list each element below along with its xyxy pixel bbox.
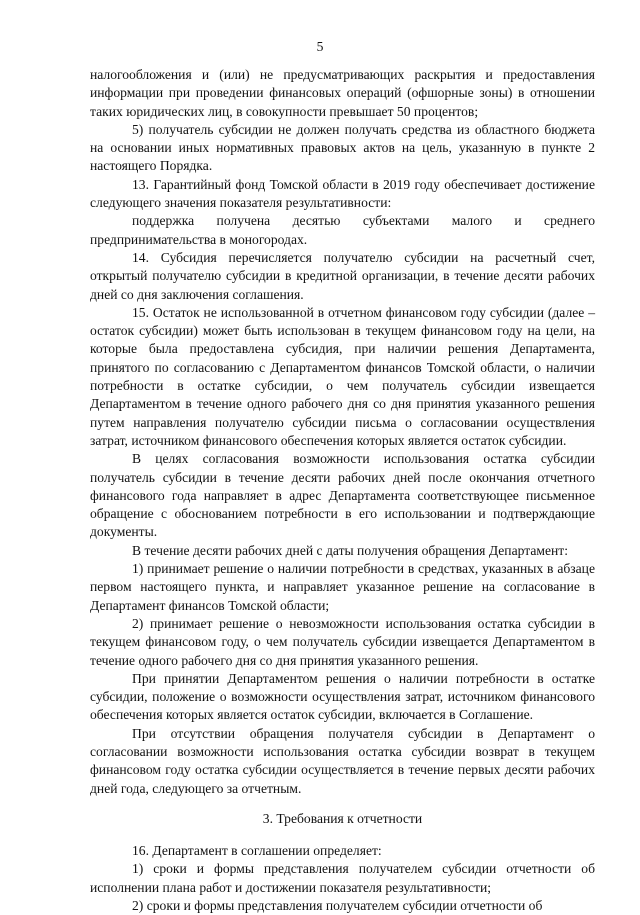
document-body [90, 66, 595, 915]
paragraph: 2) принимает решение о невозможности использования остатка субсидии в текущем финансовом году, о чем получатель субсидии извещается Департаментом в течение одного рабочего дня со дня принятия указанного решения. [90, 615, 595, 668]
paragraph: 5) получатель субсидии не должен получать средства из областного бюджета на основании иных нормативных правовых актов на цель, указанную в пункте 2 настоящего Порядка. [90, 121, 595, 174]
paragraph: При отсутствии обращения получателя субсидии в Департамент о согласовании возможности использования остатка субсидии возврат в текущем финансовом году остатка субсидии осуществляется в течение первых десяти рабочих дней года, следующего за отчетным. [90, 725, 595, 796]
paragraph: 1) принимает решение о наличии потребности в средствах, указанных в абзаце первом настоящего пункта, и направляет указанное решение на согласование в Департамент финансов Томской области; [90, 561, 595, 613]
paragraph: 14. Субсидия перечисляется получателю субсидии на расчетный счет, открытый получателю субсидии в кредитной организации, в течение десяти рабочих дней со дня заключения соглашения. [90, 249, 595, 302]
paragraph: При принятии Департаментом решения о наличии потребности в остатке субсидии, положение о возможности осуществления затрат, источником финансового обеспечения которых является остаток субсидии, включается в Соглашение. [90, 670, 595, 723]
section-heading: 3. Требования к отчетности [262, 810, 423, 826]
paragraph: 15. Остаток не использованной в отчетном финансовом году субсидии (далее – остаток субсидии) может быть использован в текущем финансовом году на цели, на которые была предоставлена субсидия, при наличии решения Департамента, принятого по согласованию с Департаментом финансов Томской области, о наличии потребности в остатке субсидии, о чем получатель субсидии извещается Департаментом в течение одного рабочего дня со дня принятия указанного решения путем направления получателю субсидии письма о согласовании осуществления затрат, источником финансового обеспечения которых является остаток субсидии. [90, 304, 595, 448]
paragraph: 2) сроки и формы представления получателем субсидии отчетности об [132, 898, 543, 914]
paragraph: 13. Гарантийный фонд Томской области в 2019 году обеспечивает достижение следующего значения показателя результативности: [90, 176, 595, 211]
paragraph: В течение десяти рабочих дней с даты получения обращения Департамент: [132, 542, 568, 558]
paragraph: 1) сроки и формы представления получателем субсидии отчетности об исполнении плана работ и достижении показателя результативности; [90, 861, 595, 895]
paragraph: 16. Департамент в соглашении определяет: [132, 843, 382, 859]
paragraph: налогообложения и (или) не предусматривающих раскрытия и предоставления информации при проведении финансовых операций (офшорные зоны) в отношении таких юридических лиц, в совокупности превышает 50 процентов; [90, 67, 595, 119]
paragraph: поддержка получена десятью субъектами малого и среднего предпринимательства в моногородах. [90, 213, 595, 247]
paragraph: В целях согласования возможности использования остатка субсидии получатель субсидии в течение десяти рабочих дней после окончания отчетного финансового года направляет в адрес Департамента соответствующее письменное обращение с обоснованием потребности в его использовании и подтверждающие документы. [90, 451, 595, 540]
page-number: 5 [316, 39, 324, 54]
